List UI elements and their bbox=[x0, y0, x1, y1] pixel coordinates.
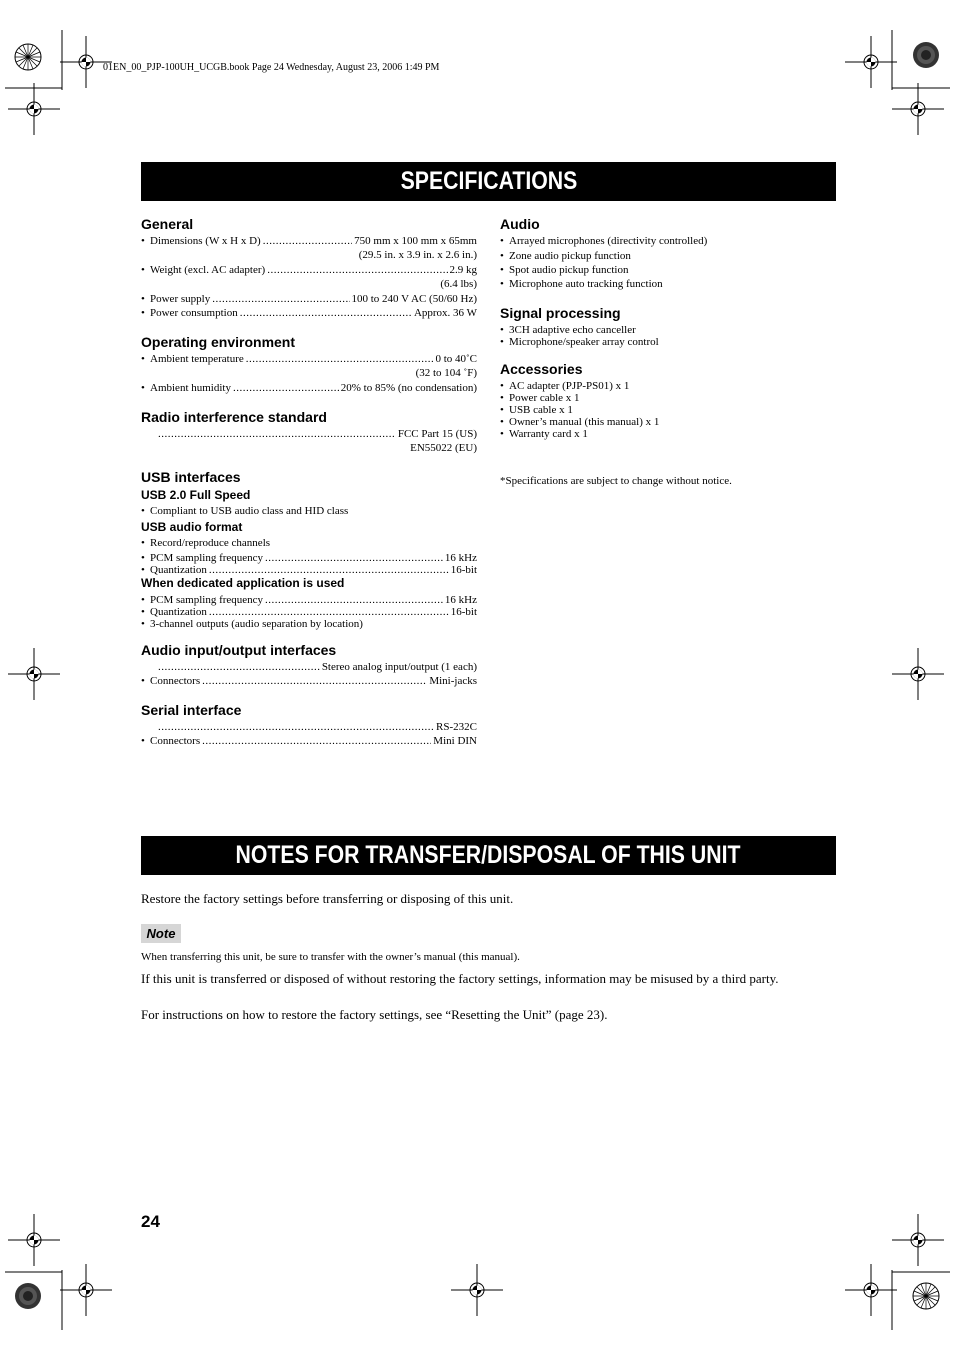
item-text: Arrayed microphones (directivity controlled) bbox=[509, 235, 708, 247]
usb-compliant-item bbox=[141, 505, 348, 518]
spec-label: Connectors bbox=[150, 675, 201, 687]
spec-value: 750 mm x 100 mm x 65mm bbox=[354, 235, 477, 247]
spec-value: Stereo analog input/output (1 each) bbox=[321, 661, 477, 673]
spec-value: Mini DIN bbox=[433, 735, 477, 747]
spec-value: FCC Part 15 (US) bbox=[397, 428, 477, 440]
item-text: Microphone auto tracking function bbox=[509, 278, 663, 290]
usb-record-item bbox=[141, 537, 270, 550]
specifications-footnote: *Specifications are subject to change without notice. bbox=[500, 475, 732, 487]
spec-value: 100 to 240 V AC (50/60 Hz) bbox=[351, 293, 477, 305]
spec-label: Ambient humidity bbox=[150, 382, 231, 394]
dot-leader bbox=[263, 235, 352, 248]
bullet: • bbox=[500, 324, 504, 336]
item-text: Power cable x 1 bbox=[509, 392, 580, 404]
spec-value: 20% to 85% (no condensation) bbox=[340, 382, 477, 394]
audio-io-heading: Audio input/output interfaces bbox=[141, 642, 337, 658]
item-text: USB cable x 1 bbox=[509, 404, 573, 416]
spec-value-continued: EN55022 (EU) bbox=[410, 442, 477, 454]
dot-leader bbox=[202, 735, 431, 748]
usb-three-channel-item bbox=[141, 618, 363, 631]
spec-value: 16-bit bbox=[450, 606, 477, 618]
usb-audio-format-heading: USB audio format bbox=[141, 520, 243, 534]
bullet: • bbox=[500, 392, 504, 404]
spec-power-supply bbox=[141, 293, 477, 306]
spec-value: Approx. 36 W bbox=[413, 307, 477, 319]
spec-serial-connectors bbox=[141, 735, 477, 748]
notes-title-text: NOTES FOR TRANSFER/DISPOSAL OF THIS UNIT bbox=[236, 841, 741, 869]
spec-label: Dimensions (W x H x D) bbox=[150, 235, 261, 247]
dot-leader bbox=[202, 675, 427, 688]
bullet: • bbox=[141, 505, 145, 517]
bullet: • bbox=[141, 735, 145, 747]
dot-leader bbox=[158, 721, 434, 734]
dot-leader bbox=[212, 293, 349, 306]
item-text: Owner’s manual (this manual) x 1 bbox=[509, 416, 660, 428]
item-text: 3-channel outputs (audio separation by location) bbox=[150, 618, 363, 630]
item-text: Microphone/speaker array control bbox=[509, 336, 659, 348]
notes-intro: Restore the factory settings before transferring or disposing of this unit. bbox=[141, 891, 514, 906]
file-header: 01EN_00_PJP-100UH_UCGB.book Page 24 Wednesday, August 23, 2006 1:49 PM bbox=[103, 62, 440, 73]
spec-dimensions bbox=[141, 235, 477, 248]
spec-value: 0 to 40˚C bbox=[435, 353, 477, 365]
audio-item bbox=[500, 250, 631, 263]
item-text: AC adapter (PJP-PS01) x 1 bbox=[509, 380, 630, 392]
bullet: • bbox=[141, 606, 145, 618]
spec-value: 16-bit bbox=[450, 564, 477, 576]
spec-ambient-humidity bbox=[141, 382, 477, 395]
spec-value: 2.9 kg bbox=[449, 264, 477, 276]
spec-power-consumption bbox=[141, 307, 477, 320]
specifications-title bbox=[141, 162, 836, 201]
usb-full-speed-heading: USB 2.0 Full Speed bbox=[141, 488, 251, 502]
spec-value-continued: (6.4 lbs) bbox=[440, 278, 477, 290]
bullet: • bbox=[141, 264, 145, 276]
bullet: • bbox=[500, 336, 504, 348]
item-text: Compliant to USB audio class and HID class bbox=[150, 505, 349, 517]
spec-label: PCM sampling frequency bbox=[150, 552, 264, 564]
bullet: • bbox=[141, 564, 145, 576]
spec-value: Mini-jacks bbox=[429, 675, 477, 687]
bullet: • bbox=[500, 235, 504, 247]
spec-serial-value bbox=[150, 721, 477, 734]
spec-value: 16 kHz bbox=[444, 594, 477, 606]
bullet: • bbox=[141, 618, 145, 630]
spec-audio-connectors bbox=[141, 675, 477, 688]
dot-leader bbox=[240, 307, 412, 320]
dot-leader bbox=[158, 428, 396, 441]
bullet: • bbox=[500, 416, 504, 428]
note-label: Note bbox=[141, 924, 181, 943]
audio-item bbox=[500, 235, 707, 248]
item-text: Zone audio pickup function bbox=[509, 250, 631, 262]
bullet: • bbox=[141, 235, 145, 247]
spec-label: Quantization bbox=[150, 564, 207, 576]
notes-title bbox=[141, 836, 836, 875]
spec-label: Power supply bbox=[150, 293, 211, 305]
spec-value-continued: (32 to 104 ˚F) bbox=[415, 367, 477, 379]
spec-value: RS-232C bbox=[436, 721, 477, 733]
notes-paragraph-1: If this unit is transferred or disposed of without restoring the factory settings, information may be misused by a third party. bbox=[141, 971, 779, 986]
notes-paragraph-2: For instructions on how to restore the factory settings, see “Resetting the Unit” (page 23). bbox=[141, 1007, 608, 1022]
dot-leader bbox=[267, 264, 447, 277]
bullet: • bbox=[500, 428, 504, 440]
bullet: • bbox=[500, 404, 504, 416]
bullet: • bbox=[141, 307, 145, 319]
bullet: • bbox=[500, 380, 504, 392]
usb-interfaces-heading: USB interfaces bbox=[141, 469, 241, 485]
bullet: • bbox=[141, 594, 145, 606]
bullet: • bbox=[141, 552, 145, 564]
spec-label: Power consumption bbox=[150, 307, 238, 319]
accessories-heading: Accessories bbox=[500, 361, 583, 377]
spec-value: 16 kHz bbox=[444, 552, 477, 564]
spec-label: PCM sampling frequency bbox=[150, 594, 264, 606]
accessory-item bbox=[500, 428, 588, 441]
audio-item bbox=[500, 264, 628, 277]
audio-heading: Audio bbox=[500, 216, 540, 232]
spec-label: Quantization bbox=[150, 606, 207, 618]
operating-environment-heading: Operating environment bbox=[141, 334, 296, 350]
spec-ambient-temperature bbox=[141, 353, 477, 366]
bullet: • bbox=[141, 675, 145, 687]
page-number: 24 bbox=[141, 1212, 160, 1231]
general-heading: General bbox=[141, 216, 194, 232]
dedicated-app-heading: When dedicated application is used bbox=[141, 576, 345, 590]
radio-interference-heading: Radio interference standard bbox=[141, 409, 327, 425]
bullet: • bbox=[500, 264, 504, 276]
bullet: • bbox=[141, 353, 145, 365]
spec-weight bbox=[141, 264, 477, 277]
dot-leader bbox=[233, 382, 339, 395]
bullet: • bbox=[141, 293, 145, 305]
dot-leader bbox=[158, 661, 320, 674]
item-text: Record/reproduce channels bbox=[150, 537, 271, 549]
spec-radio-standard bbox=[150, 428, 477, 441]
spec-value-continued: (29.5 in. x 3.9 in. x 2.6 in.) bbox=[358, 249, 477, 261]
spec-label: Ambient temperature bbox=[150, 353, 244, 365]
signal-item bbox=[500, 336, 659, 349]
spec-label: Weight (excl. AC adapter) bbox=[150, 264, 266, 276]
spec-audio-io-value bbox=[150, 661, 477, 674]
spec-label: Connectors bbox=[150, 735, 201, 747]
audio-item bbox=[500, 278, 663, 291]
signal-processing-heading: Signal processing bbox=[500, 305, 621, 321]
serial-interface-heading: Serial interface bbox=[141, 702, 242, 718]
specifications-title-text: SPECIFICATIONS bbox=[400, 167, 577, 195]
bullet: • bbox=[500, 250, 504, 262]
dot-leader bbox=[246, 353, 434, 366]
item-text: Warranty card x 1 bbox=[509, 428, 588, 440]
note-text: When transferring this unit, be sure to transfer with the owner’s manual (this manual). bbox=[141, 951, 520, 963]
item-text: 3CH adaptive echo canceller bbox=[509, 324, 636, 336]
item-text: Spot audio pickup function bbox=[509, 264, 629, 276]
bullet: • bbox=[141, 382, 145, 394]
bullet: • bbox=[500, 278, 504, 290]
bullet: • bbox=[141, 537, 145, 549]
